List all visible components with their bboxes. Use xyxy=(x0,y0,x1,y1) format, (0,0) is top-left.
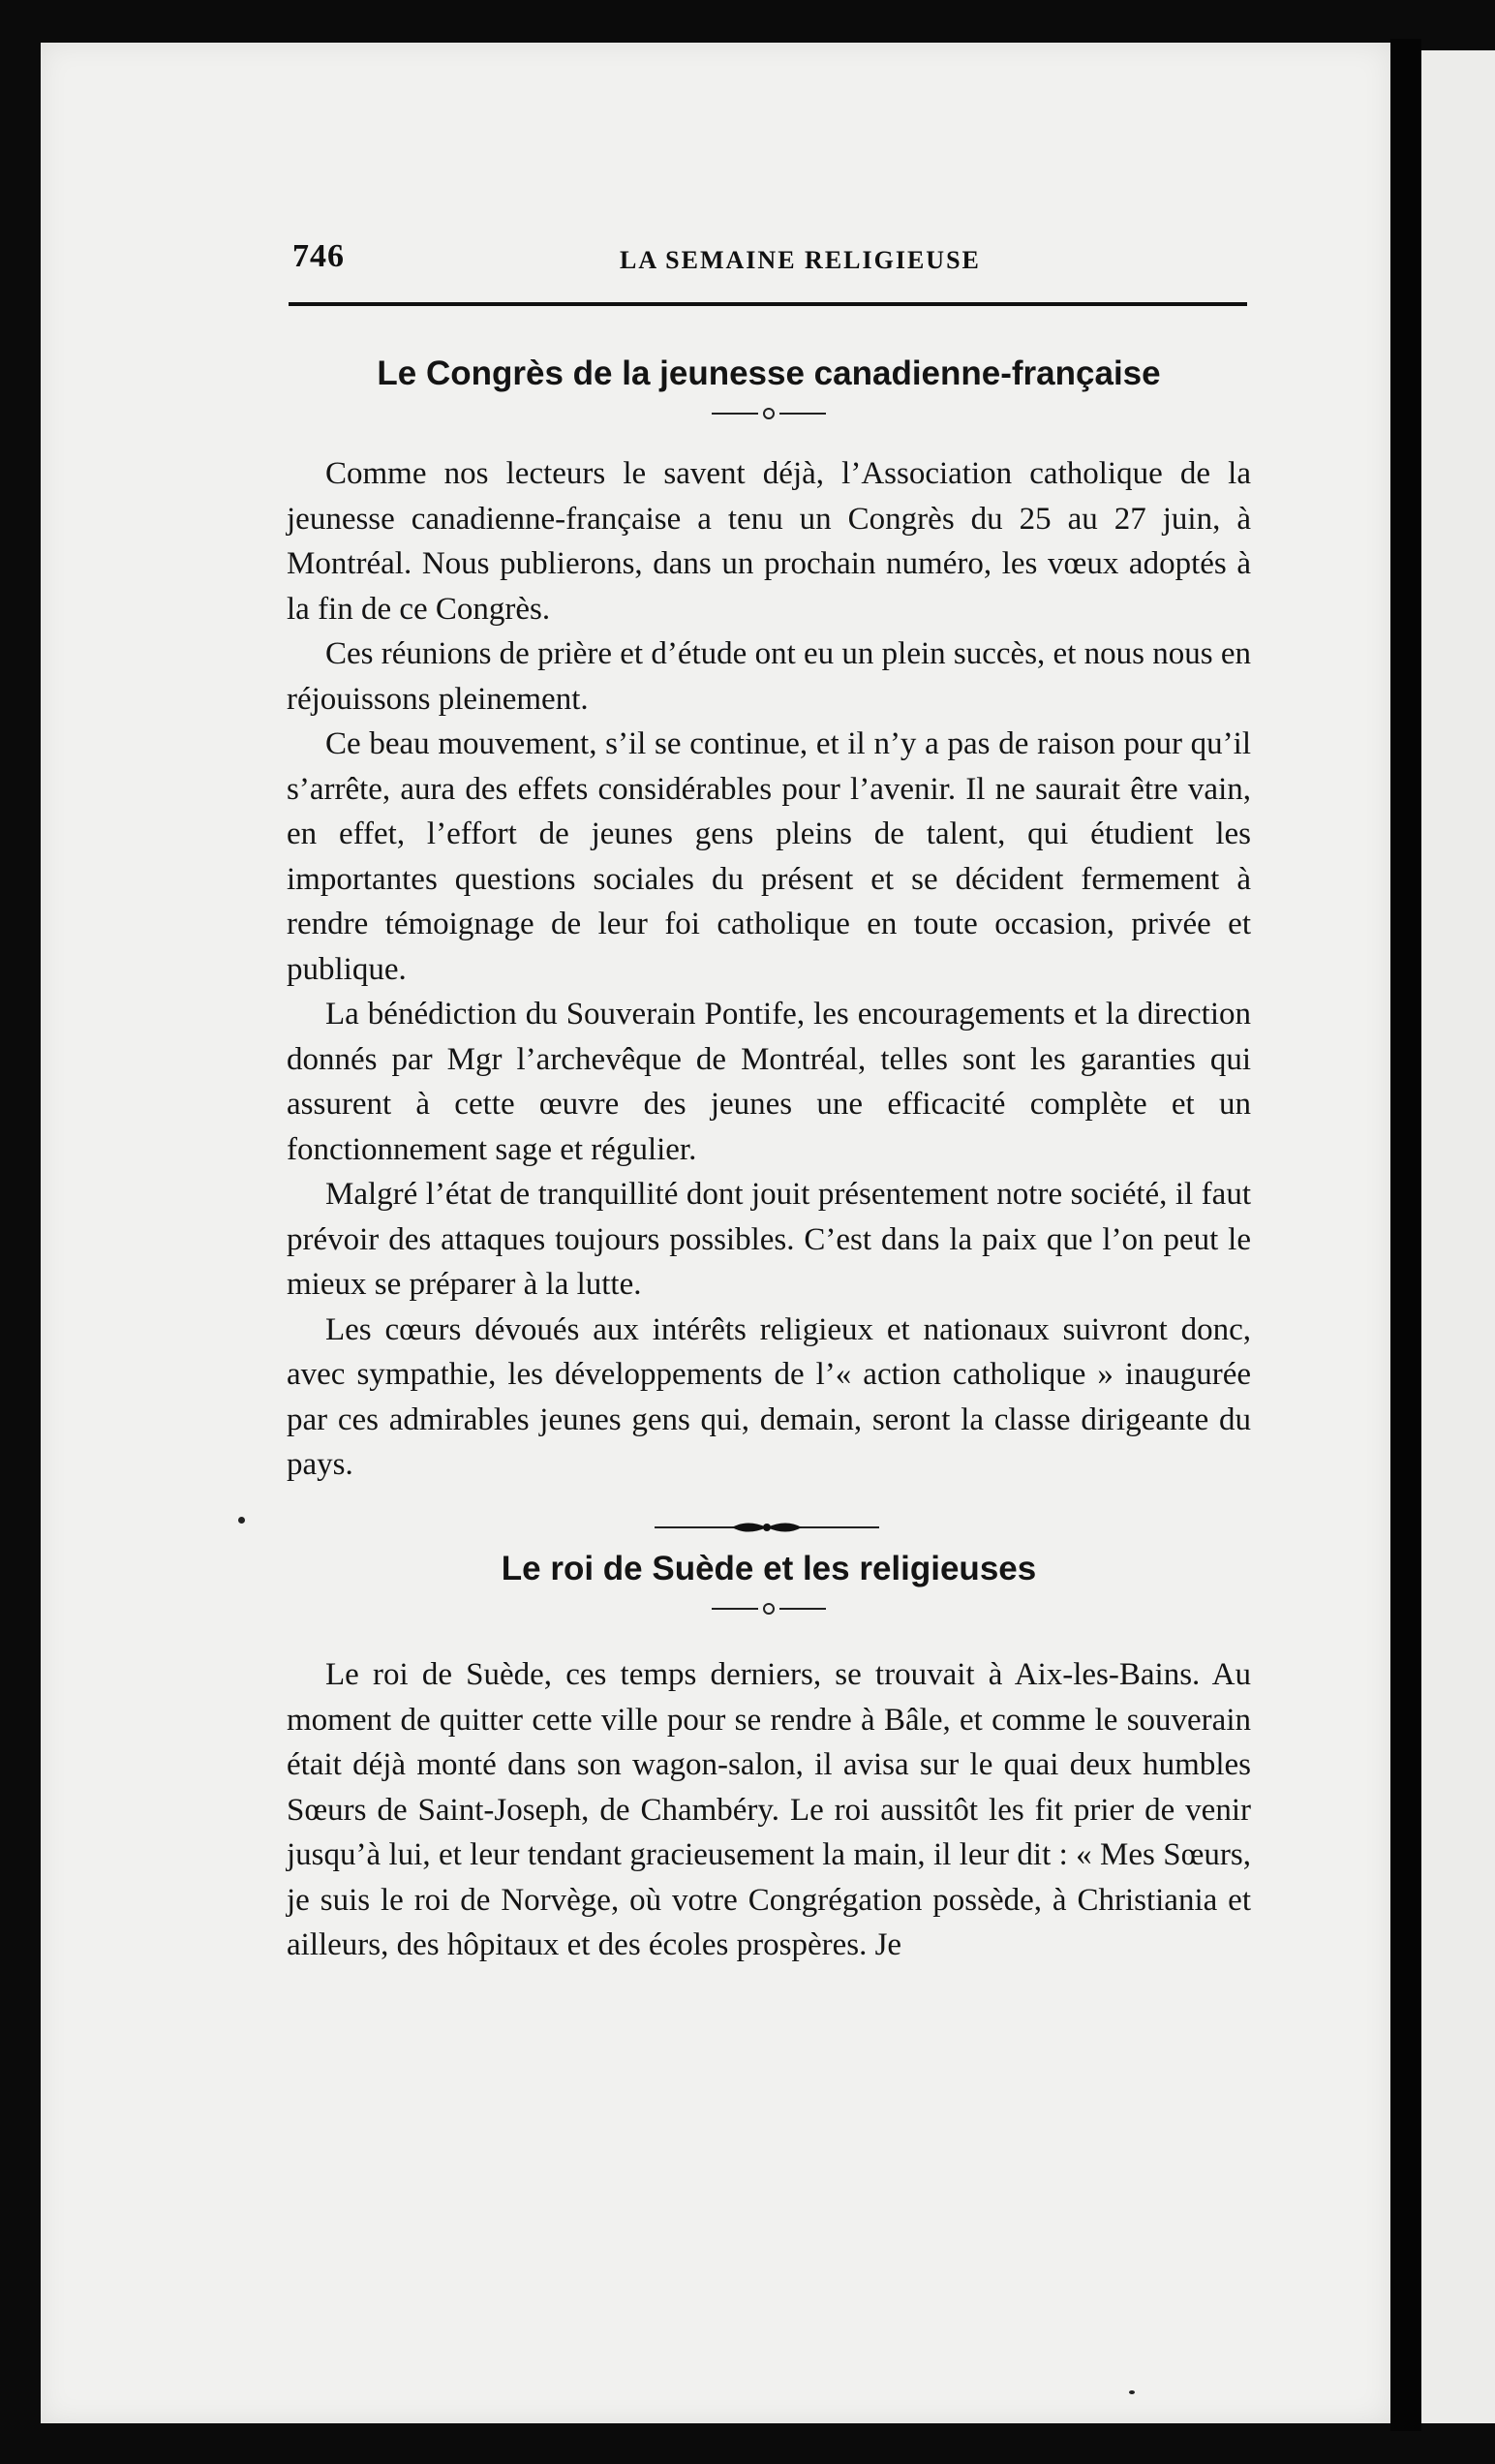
page-header xyxy=(292,238,1245,283)
scan-speck xyxy=(238,1517,245,1524)
running-title: LA SEMAINE RELIGIEUSE xyxy=(620,246,981,274)
article-congres xyxy=(287,351,1251,1488)
paragraph: Ce beau mouvement, s’il se continue, et il n’y a pas de raison pour qu’il s’arrête, aura des effets considérables pour l’avenir. Il ne saurait être vain, en effet, l’effort de jeunes gens pleins de talent, qui étudient les importantes questions sociales du présent et se décident fermement à rendre témoignage de leur foi catholique en toute occasion, privée et publique. xyxy=(287,726,1251,987)
scan-speck xyxy=(1129,2390,1135,2394)
title-ornament xyxy=(706,1598,832,1619)
paragraph: Les cœurs dévoués aux intérêts religieux et nationaux suivront donc, avec sympathie, les développements de l’« action catholique » inaugurée par ces admirables jeunes gens qui, demain, seront la classe dirigeante du pays. xyxy=(287,1311,1251,1482)
book-gutter xyxy=(1390,39,1421,2431)
article-title: Le roi de Suède et les religieuses xyxy=(501,1550,1037,1587)
header-rule xyxy=(289,302,1247,306)
section-divider-ornament xyxy=(655,1517,879,1538)
article-title: Le Congrès de la jeunesse canadienne-française xyxy=(377,354,1161,392)
facing-page-edge xyxy=(1421,50,1495,2423)
paragraph: Malgré l’état de tranquillité dont jouit présentement notre société, il faut prévoir des attaques toujours possibles. C’est dans la paix que l’on peut le mieux se préparer à la lutte. xyxy=(287,1177,1251,1302)
paragraph: La bénédiction du Souverain Pontife, les encouragements et la direction donnés par Mgr l’archevêque de Montréal, telles sont les garanties qui assurent à cette œuvre des jeunes une efficacité complète et un fonctionnement sage et régulier. xyxy=(287,997,1251,1167)
paragraph: Ces réunions de prière et d’étude ont eu un plein succès, et nous nous en réjouissons pleinement. xyxy=(287,636,1251,717)
title-ornament xyxy=(706,403,832,424)
page-number: 746 xyxy=(292,238,345,274)
paragraph: Comme nos lecteurs le savent déjà, l’Association catholique de la jeunesse canadienne-française a tenu un Congrès du 25 au 27 juin, à Montréal. Nous publierons, dans un prochain numéro, les vœux adoptés à la fin de ce Congrès. xyxy=(287,456,1251,627)
paragraph: Le roi de Suède, ces temps derniers, se trouvait à Aix-les-Bains. Au moment de quitter cette ville pour se rendre à Bâle, et comme le souverain était déjà monté dans son wagon-salon, il avisa sur le quai deux humbles Sœurs de Saint-Joseph, de Chambéry. Le roi aussitôt les fit prier de venir jusqu’à lui, et leur tendant gracieusement la main, il leur dit : « Mes Sœurs, je suis le roi de Norvège, où votre Congrégation possède, à Christiania et ailleurs, des hôpitaux et des écoles prospères. Je xyxy=(287,1657,1251,1962)
article-roi-suede xyxy=(287,1546,1251,1968)
